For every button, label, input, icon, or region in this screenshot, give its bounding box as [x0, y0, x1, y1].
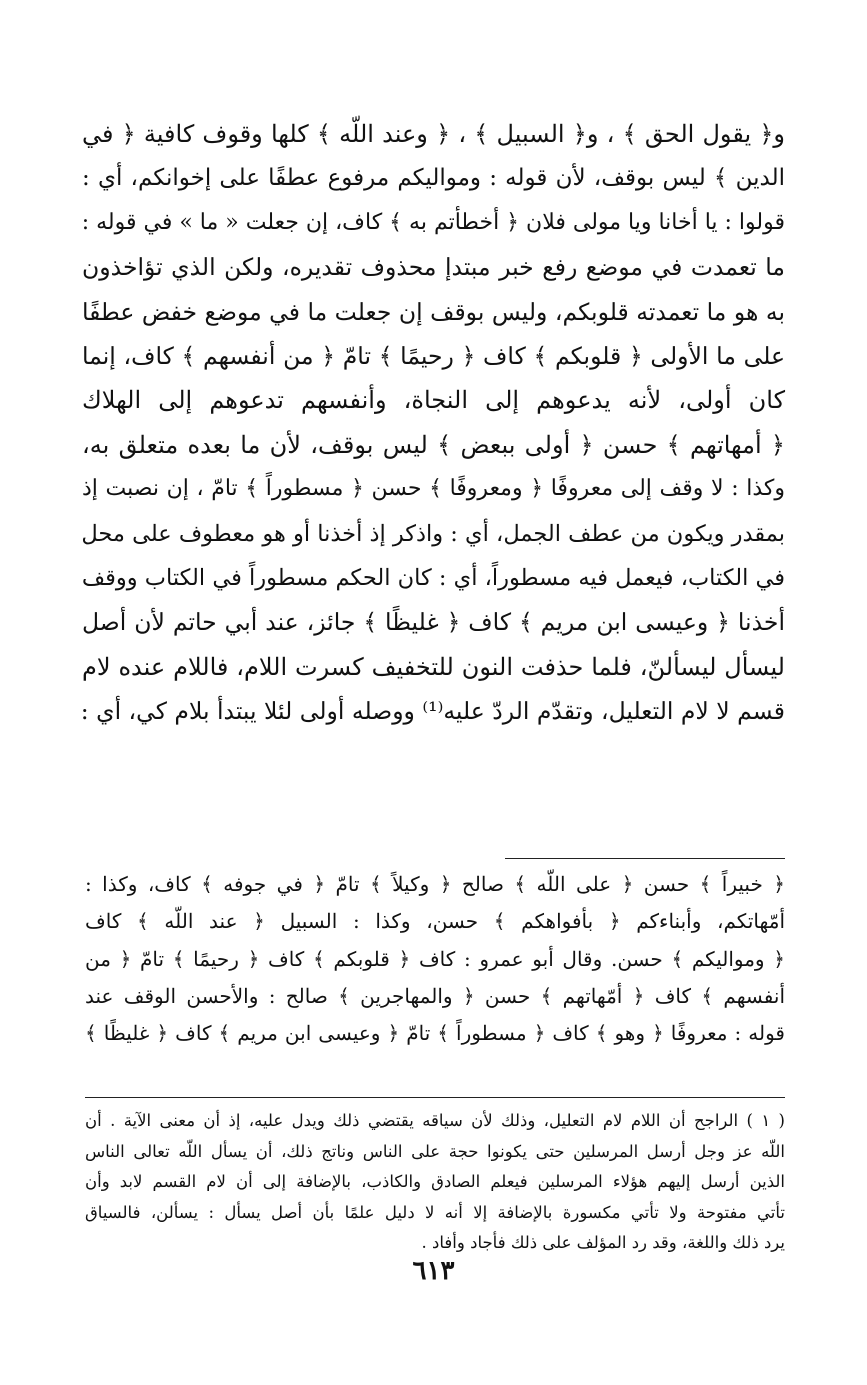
footnotes-block: [85, 1106, 785, 1259]
commentary-divider: [505, 858, 785, 859]
main-text-line: ليسأل ليسألنّ، فلما حذفت النون للتخفيف كسرت اللام، فاللام عنده لام: [82, 652, 785, 681]
commentary-block: [85, 866, 785, 1052]
main-text-line: وكذا : لا وقف إلى معروفًا ﴿ ومعروفًا ﴾ حسن ﴿ مسطوراً ﴾ تامّ ، إن نصبت إذ: [82, 476, 785, 502]
commentary-line: أمّهاتكم، وأبناءكم ﴿ بأفواهكم ﴾ حسن، وكذا : السبيل ﴿ عند اللّه ﴾ كاف: [85, 909, 785, 934]
main-text-line: على ما الأولى ﴿ قلوبكم ﴾ كاف ﴿ رحيمًا ﴾ تامّ ﴿ من أنفسهم ﴾ كاف، إنما: [82, 341, 785, 370]
commentary-line: ﴿ ومواليكم ﴾ حسن. وقال أبو عمرو : كاف ﴿ قلوبكم ﴾ كاف ﴿ رحيمًا ﴾ تامّ ﴿ من: [85, 946, 785, 971]
main-text-line: قسم لا لام التعليل، وتقدّم الردّ عليه⁽¹⁾ ووصله أولى لئلا يبتدأ بلام كي، أي :: [80, 697, 785, 726]
main-text-line: في الكتاب، فيعمل فيه مسطوراً، أي : كان الحكم مسطوراً في الكتاب ووقف: [81, 564, 785, 591]
main-text-line: و﴿ يقول الحق ﴾ ، و﴿ السبيل ﴾ ، ﴿ وعند اللّه ﴾ كلها وقوف كافية ﴿ في: [82, 120, 785, 148]
main-text-line: قولوا : يا أخانا ويا مولى فلان ﴿ أخطأتم به ﴾ كاف، إن جعلت « ما » في قوله :: [81, 209, 785, 235]
footnote-line: اللّه عز وجل أرسل المرسلين حتى يكونوا حجة على الناس وناتج ذلك، أن يسأل اللّه تعالى الناس: [85, 1141, 785, 1161]
footnote-line: الذين أرسل إليهم هؤلاء المرسلين فيعلم الصادق والكاذب، بالإضافة إلى أن لام القسم لابد وأن: [85, 1172, 785, 1191]
main-text-line: بمقدر ويكون من عطف الجمل، أي : واذكر إذ أخذنا أو هو معطوف على محل: [81, 520, 785, 547]
main-text-block: [82, 112, 785, 733]
main-text-line: كان أولى، لأنه يدعوهم إلى النجاة، وأنفسهم تدعوهم إلى الهلاك: [82, 386, 785, 415]
footnote-line: يرد ذلك واللغة، وقد رد المؤلف على ذلك فأجاد وأفاد .: [421, 1233, 785, 1252]
commentary-line: أنفسهم ﴾ كاف ﴿ أمّهاتهم ﴾ حسن ﴿ والمهاجرين ﴾ صالح : والأحسن الوقف عند: [85, 983, 785, 1008]
main-text-line: أخذنا ﴿ وعيسى ابن مريم ﴾ كاف ﴿ غليظًا ﴾ جائز، عند أبي حاتم لأن أصل: [82, 608, 785, 637]
main-text-line: به هو ما تعمدته قلوبكم، وليس بوقف إن جعلت ما في موضع خفض عطفًا: [82, 297, 785, 326]
main-text-line: الدين ﴾ ليس بوقف، لأن قوله : ومواليكم مرفوع عطفًا على إخوانكم، أي :: [82, 165, 785, 192]
commentary-line: ﴿ خبيراً ﴾ حسن ﴿ على اللّه ﴾ صالح ﴿ وكيلاً ﴾ تامّ ﴿ في جوفه ﴾ كاف، وكذا :: [85, 872, 785, 896]
main-text-line: ﴿ أمهاتهم ﴾ حسن ﴿ أولى ببعض ﴾ ليس بوقف، لأن ما بعده متعلق به،: [82, 430, 785, 459]
page-number: ٦١٣: [412, 1256, 455, 1286]
footnote-line: تأتي مفتوحة ولا تأتي مكسورة بالإضافة إلا أنه لا دليل علمًا بأن أصل يسأل : يسألن، فالسياق: [85, 1202, 785, 1222]
commentary-line: قوله : معروفًا ﴿ وهو ﴾ كاف ﴿ مسطوراً ﴾ تامّ ﴿ وعيسى ابن مريم ﴾ كاف ﴿ غليظًا ﴾: [85, 1021, 785, 1046]
footnote-divider: [85, 1097, 785, 1098]
footnote-line: ( ١ ) الراجح أن اللام لام التعليل، وذلك لأن سياقه يقتضي ذلك ويدل عليه، إذ أن معنى الآية . أن: [85, 1111, 785, 1130]
main-text-line: ما تعمدت في موضع رفع خبر مبتدإ محذوف تقديره، ولكن الذي تؤاخذون: [82, 253, 785, 282]
